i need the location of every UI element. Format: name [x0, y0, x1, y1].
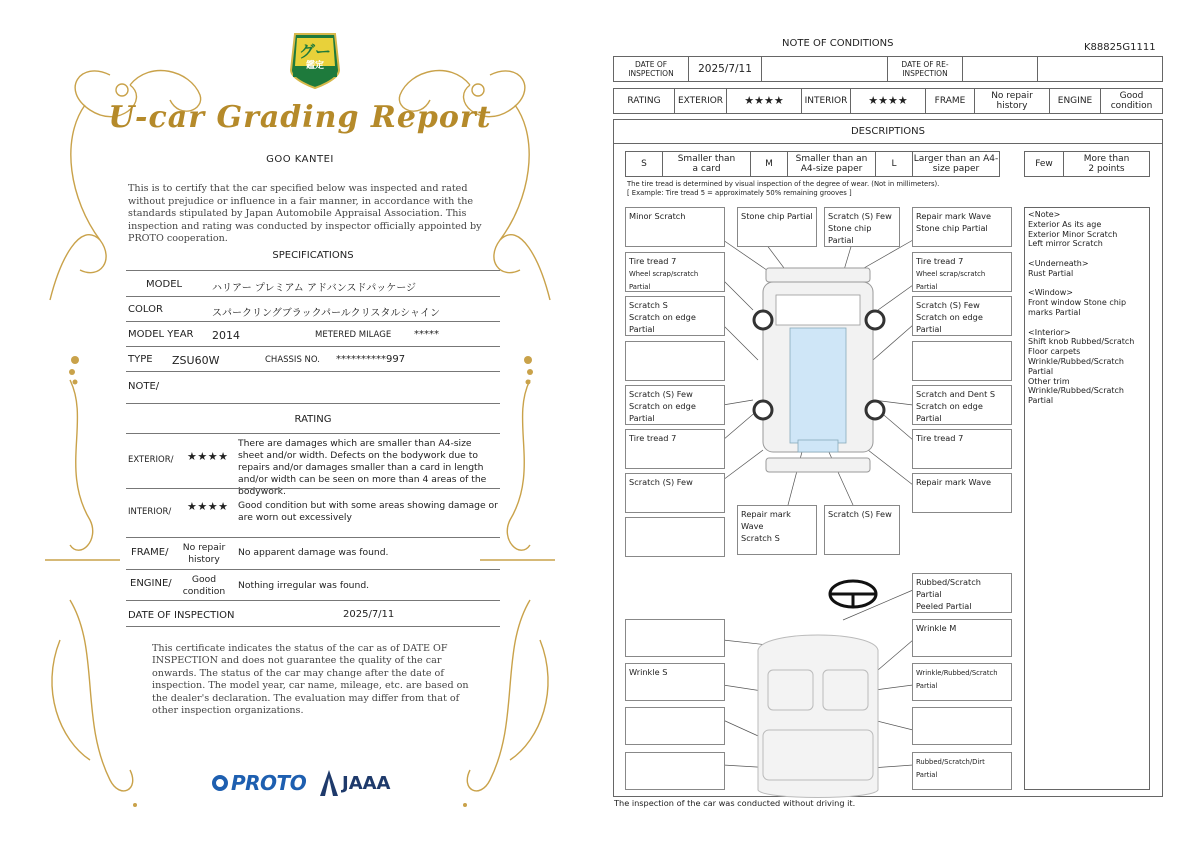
color-value: スパークリングブラックパールクリスタルシャイン [212, 308, 440, 319]
metered-milage-value: ***** [414, 329, 439, 340]
label-box [912, 707, 1012, 745]
certificate-disclaimer: This certificate indicates the status of the car as of DATE OF INSPECTION and does not guarantee the quality of the car onwards. The status of the car may change after the date of inspection. The model year, car name, mileage, etc. are based on the dealer's declaration. The evaluation may differ from that of other inspection organizations. [152, 643, 469, 717]
label-box: Wrinkle S [625, 663, 725, 701]
exterior-label: EXTERIOR [674, 88, 727, 114]
proto-logo-text: PROTO [231, 771, 307, 795]
note-label: NOTE/ [128, 381, 160, 392]
frame-label: FRAME [925, 88, 975, 114]
empty-cell [761, 56, 888, 82]
label-box [912, 341, 1012, 381]
conditions-footer: The inspection of the car was conducted without driving it. [614, 798, 856, 808]
date-value: 2025/7/11 [343, 609, 395, 620]
frame-value: No repair history [974, 88, 1050, 114]
few-description: More than 2 points [1063, 151, 1150, 177]
exterior-description: There are damages which are smaller than A4-size sheet and/or width. Defects on the bodywork due to repairs and/or damages smaller than a card in length and/or width can be seen on more than 4 areas of the bodywork. [238, 438, 487, 497]
label-box: Tire tread 7 [625, 429, 725, 469]
label-box [625, 707, 725, 745]
chassis-label: CHASSIS NO. [265, 355, 320, 365]
re-inspection-label: DATE OF RE-INSPECTION [887, 56, 963, 82]
size-s: S [625, 151, 663, 177]
label-box: Scratch S Scratch on edge Partial [625, 296, 725, 336]
size-s-description: Smaller than a card [662, 151, 751, 177]
conditions-title: NOTE OF CONDITIONS [782, 38, 894, 49]
label-box: Repair mark Wave Stone chip Partial [912, 207, 1012, 247]
model-value: ハリアー プレミアム アドバンスドパッケージ [212, 283, 417, 294]
tread-note: The tire tread is determined by visual inspection of the degree of wear. (Not in millimeters). [627, 180, 940, 188]
interior-stars: ★★★★ [187, 500, 229, 513]
label-box: Scratch (S) Few Scratch on edge Partial [912, 296, 1012, 336]
frame-label: FRAME/ [131, 547, 169, 558]
label-box: Scratch and Dent S Scratch on edge Partial [912, 385, 1012, 425]
exterior-stars: ★★★★ [187, 450, 229, 463]
specifications-heading: SPECIFICATIONS [272, 250, 354, 261]
tread-example: [ Example: Tire tread 5 = approximately 50% remaining grooves ] [627, 189, 852, 197]
label-box: Repair mark Wave [912, 473, 1012, 513]
engine-value: Good condition [1100, 88, 1163, 114]
report-title: U-car Grading Report [108, 100, 492, 135]
label-box: Tire tread 7 Wheel scrap/scratch Partial [912, 252, 1012, 292]
date-of-inspection-label: DATE OF INSPECTION [613, 56, 689, 82]
label-box: Scratch (S) Few Scratch on edge Partial [625, 385, 725, 425]
chassis-value: **********997 [336, 354, 406, 365]
color-label: COLOR [128, 304, 163, 315]
label-box: Scratch (S) Few [824, 505, 900, 555]
frame-description: No apparent damage was found. [238, 547, 389, 558]
jaaa-logo-text: JAAA [342, 772, 391, 794]
engine-description: Nothing irregular was found. [238, 580, 370, 591]
engine-label: ENGINE/ [130, 578, 172, 589]
re-inspection-value [962, 56, 1038, 82]
label-box: Stone chip Partial [737, 207, 817, 247]
model-year-value: 2014 [212, 329, 240, 342]
size-m-description: Smaller than an A4-size paper [787, 151, 876, 177]
label-box: Rubbed/Scratch Partial Peeled Partial [912, 573, 1012, 613]
notes-list: <Note> Exterior As its age Exterior Minor Scratch Left mirror Scratch <Underneath> Rust Partial <Window> Front window Stone chip marks Partial <Interior> Shift knob Rubbed/Scratch Floor carpets Wrinkle/Rubbed/Scratch Partial Other trim Wrinkle/Rubbed/Scratch Partial [1028, 210, 1135, 406]
size-m: M [750, 151, 788, 177]
label-box: Rubbed/Scratch/Dirt Partial [912, 752, 1012, 790]
rating-label: RATING [613, 88, 675, 114]
label-box: Scratch (S) Few [625, 473, 725, 513]
label-box [625, 341, 725, 381]
emblem-label: 鑑定 [305, 61, 324, 71]
date-label: DATE OF INSPECTION [128, 610, 235, 621]
model-label: MODEL [146, 279, 183, 290]
size-l-description: Larger than an A4-size paper [912, 151, 1000, 177]
size-l: L [875, 151, 913, 177]
few-label: Few [1024, 151, 1064, 177]
interior-description: Good condition but with some areas showing damage or are worn out excessively [238, 500, 498, 523]
type-value: ZSU60W [172, 354, 220, 367]
empty-cell [1037, 56, 1163, 82]
frame-value: No repair history [182, 542, 226, 565]
label-box: Tire tread 7 [912, 429, 1012, 469]
label-box: Minor Scratch [625, 207, 725, 247]
model-year-label: MODEL YEAR [128, 329, 194, 340]
report-id: K88825G1111 [1084, 42, 1156, 53]
label-box [625, 752, 725, 790]
label-box: Repair mark Wave Scratch S [737, 505, 817, 555]
engine-label: ENGINE [1049, 88, 1101, 114]
label-box: Wrinkle M [912, 619, 1012, 657]
interior-stars: ★★★★ [850, 88, 926, 114]
exterior-stars: ★★★★ [726, 88, 802, 114]
label-box [625, 517, 725, 557]
label-box: Tire tread 7 Wheel scrap/scratch Partial [625, 252, 725, 292]
label-box: Scratch (S) Few Stone chip Partial [824, 207, 900, 247]
metered-milage-label: METERED MILAGE [315, 330, 392, 340]
type-label: TYPE [128, 354, 153, 365]
kantei-emblem-icon: グー 鑑定 [287, 32, 343, 90]
certification-statement: This is to certify that the car specified below was inspected and rated without prejudice or influence in a fair manner, in accordance with the standards stipulated by Japan Automobile Appraisal Association. This inspection and rating was conducted by inspector officially appointed by PROTO cooperation. [128, 183, 482, 245]
rating-heading: RATING [294, 414, 332, 425]
date-of-inspection-value: 2025/7/11 [688, 56, 762, 82]
interior-label: INTERIOR/ [128, 507, 172, 517]
exterior-label: EXTERIOR/ [128, 455, 174, 465]
label-box [625, 619, 725, 657]
descriptions-heading: DESCRIPTIONS [613, 119, 1163, 144]
label-box: Wrinkle/Rubbed/Scratch Partial [912, 663, 1012, 701]
engine-value: Good condition [182, 574, 226, 597]
report-subtitle: GOO KANTEI [266, 154, 334, 165]
interior-label: INTERIOR [801, 88, 851, 114]
